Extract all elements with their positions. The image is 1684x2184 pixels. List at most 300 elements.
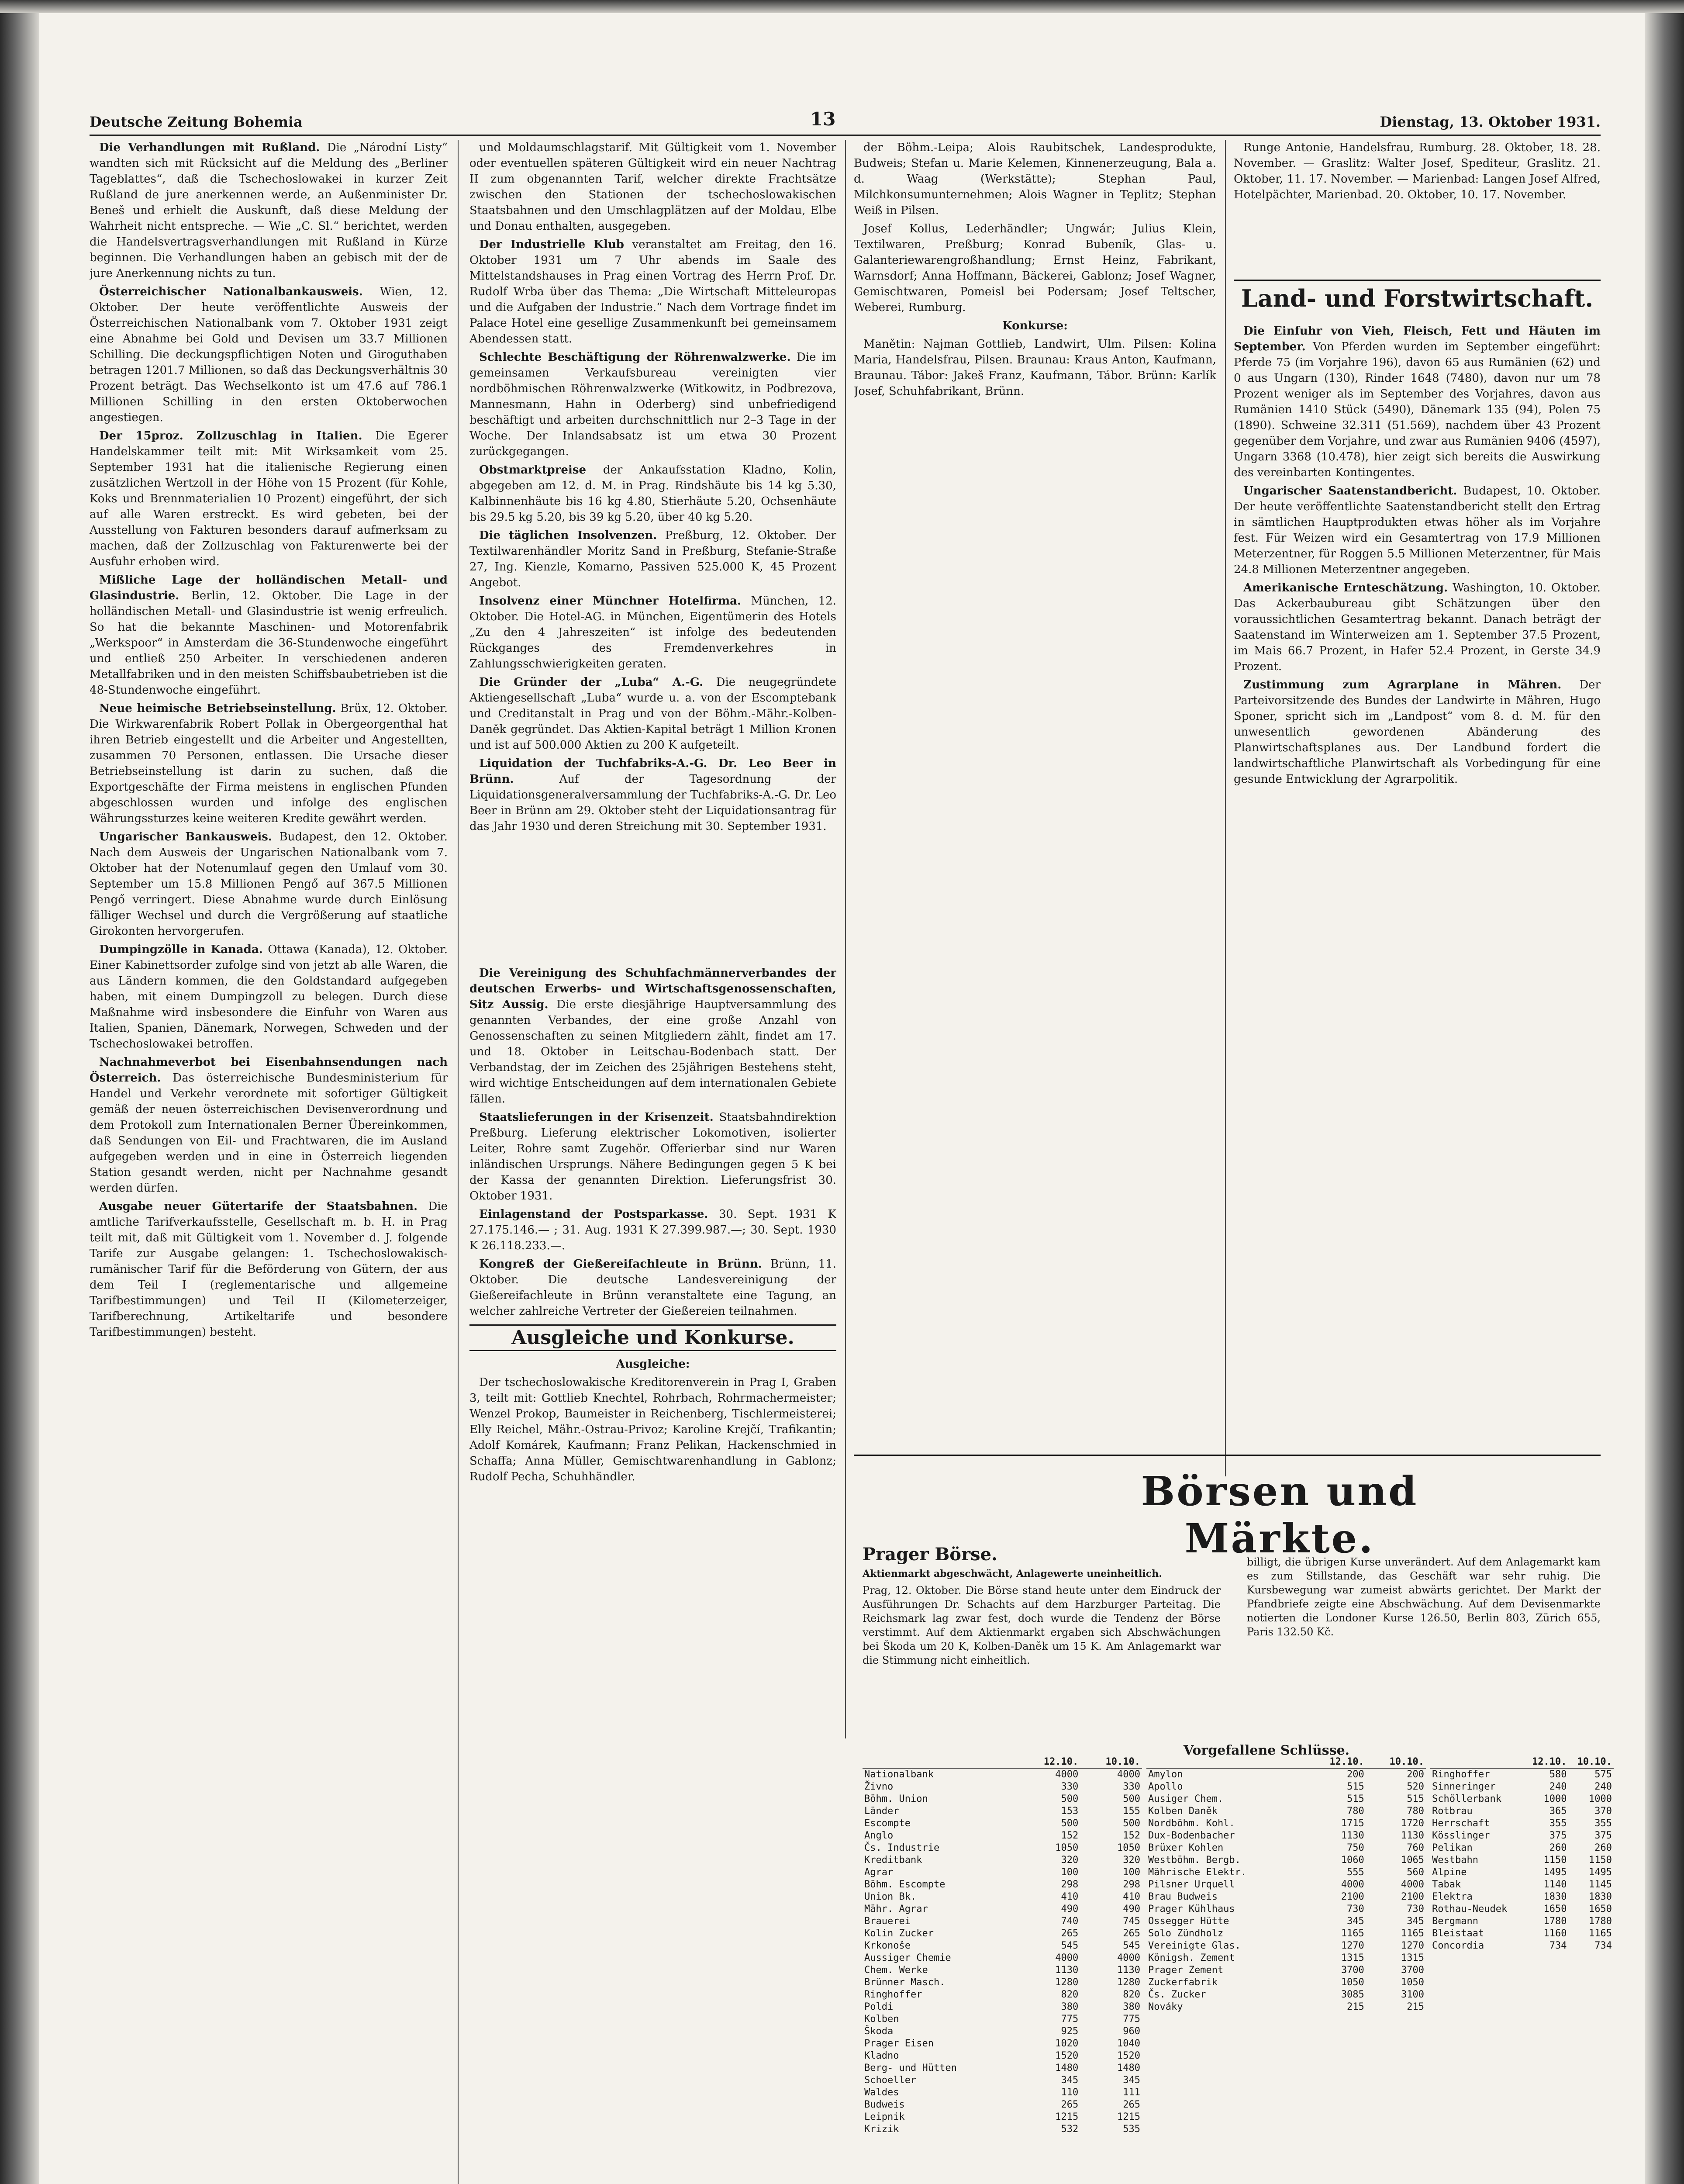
- stock-name: Vereinigte Glas.: [1148, 1940, 1241, 1951]
- article-body: veranstaltet am Freitag, den 16. Oktober 1931 um 7 Uhr abends im Saale des Mittelstandshauses in Prag einen Vortrag des Herrn Prof. Dr. Rudolf Wrba über das Thema: „Die Wirtschaft Mitteleuropas und die Aufgaben der Industrie.“ Nach dem Vortrage findet im Palace Hotel eine gesellige Zusammenkunft bei gemeinsamem Abendessen statt.: [469, 238, 836, 346]
- table-row: [1430, 1830, 1614, 1842]
- stock-price: 1650: [1543, 1904, 1567, 1914]
- stock-name: Brünner Masch.: [864, 1977, 946, 1988]
- stock-name: Westböhm. Bergb.: [1148, 1855, 1241, 1866]
- stock-name: Prager Eisen: [864, 2038, 934, 2049]
- stock-price: 370: [1594, 1806, 1612, 1817]
- article-title: Ungarischer Bankausweis.: [99, 830, 272, 843]
- stock-price: 1280: [1117, 1977, 1140, 1988]
- article-body: Die im gemeinsamen Verkaufsbureau vereinigten vier nordböhmischen Röhrenwalzwerke (Witkowitz, in Podbrezova, Mannesmann, Hahn in Oderberg) sind unbefriedigend beschäftigt und arbeiten durchschnittlich nur 2–3 Tage in der Woche. Der Inlandsabsatz ist um etwa 30 Prozent zurückgegangen.: [469, 351, 836, 458]
- newspaper-title: Deutsche Zeitung Bohemia: [90, 114, 303, 130]
- stock-name: Pilsner Urquell: [1148, 1879, 1235, 1890]
- table-row: [1430, 1891, 1614, 1903]
- stock-name: Krkonoše: [864, 1940, 911, 1951]
- article-body: Josef Kollus, Lederhändler; Ungwár; Julius Klein, Textilwaren, Preßburg; Konrad Bubeník, Glas- u. Galanteriewarengroßhandlung; Ernst Heinz, Fabrikant, Warnsdorf; Anna Hoffmann, Bäckerei, Gablonz; Josef Wagner, Gemischtwaren, Pomeisl bei Podersam; Josef Teltscher, Weberei, Rumburg.: [854, 222, 1216, 314]
- stock-price: 730: [1347, 1904, 1364, 1914]
- stock-name: Concordia: [1432, 1940, 1484, 1951]
- stock-price: 545: [1061, 1940, 1079, 1951]
- table-row: [1146, 1891, 1426, 1903]
- column-1: [90, 140, 448, 2149]
- prague-boerse-subtitle: Aktienmarkt abgeschwächt, Anlagewerte uneinheitlich.: [863, 1568, 1162, 1579]
- prague-boerse-title: Prager Börse.: [863, 1544, 997, 1565]
- article-body: der Böhm.-Leipa; Alois Raubitschek, Landesprodukte, Budweis; Stefan u. Marie Kelemen, Kinnenerzeugung, Bala a. d. Waag (Werkstätte); Stephan Paul, Milchkonsumunternehmen; Alois Wagner in Teplitz; Stephan Weiß in Pilsen.: [854, 141, 1216, 217]
- stock-price: 520: [1407, 1781, 1424, 1792]
- stock-price: 1480: [1055, 2063, 1079, 2073]
- stock-price: 925: [1061, 2026, 1079, 2037]
- stock-price: 3100: [1401, 1989, 1424, 2000]
- stock-price: 4000: [1341, 1879, 1364, 1890]
- article-body: Der tschechoslowakische Kreditorenverein in Prag I, Graben 3, teilt mit: Gottlieb Knechtel, Rohrbach, Rohrmachermeister; Wenzel Prokop, Baumeister in Reichenberg, Tischlermeisterei; Elly Reichel, Mähr.-Ostrau-Privoz; Karoline Krejčí, Trafikantin; Adolf Komárek, Kaufmann; Franz Pelikan, Hackenschmied in Schaffa; Anna Müller, Gemischtwarenhandlung in Gablonz; Rudolf Pecha, Schuhhändler.: [469, 1376, 836, 1483]
- column-3: [854, 140, 1216, 1433]
- stock-price: 730: [1407, 1904, 1424, 1914]
- table-row: [1430, 1781, 1614, 1793]
- table-row: [1146, 1977, 1426, 1989]
- stock-price: 734: [1549, 1940, 1567, 1951]
- stock-name: Brauerei: [864, 1916, 911, 1927]
- article-body: und Moldaumschlagstarif. Mit Gültigkeit vom 1. November oder eventuellen späteren Gültigkeit wird ein neuer Nachtrag II zum obgenannten Tarif, welcher direkte Frachtsätze zwischen den Stationen der tschechoslowakischen Staatsbahnen und den Umschlagplätzen auf der Moldau, Elbe und Donau enthalten, ausgegeben.: [469, 141, 836, 233]
- stock-name: Böhm. Escompte: [864, 1879, 946, 1890]
- stock-price: 1000: [1589, 1794, 1612, 1804]
- stock-name: Brüxer Kohlen: [1148, 1842, 1224, 1853]
- stock-price: 110: [1061, 2087, 1079, 2098]
- stock-price: 298: [1061, 1879, 1079, 1890]
- stock-price: 1040: [1117, 2038, 1140, 2049]
- stock-price: 745: [1123, 1916, 1140, 1927]
- scan-edge-top: [0, 0, 1684, 13]
- col-header: [1430, 1756, 1523, 1769]
- table-row: [1146, 1781, 1426, 1793]
- stock-price: 4000: [1055, 1952, 1079, 1963]
- article-title: Konkurse:: [1002, 319, 1068, 332]
- stock-price: 200: [1407, 1769, 1424, 1780]
- table-row: [863, 2001, 1142, 2013]
- table-row: [1146, 1903, 1426, 1915]
- column-2-lower: [469, 965, 836, 1821]
- stock-price: 1495: [1543, 1867, 1567, 1878]
- stock-price: 4000: [1117, 1769, 1140, 1780]
- stock-price: 355: [1594, 1818, 1612, 1829]
- column-4-top: [1234, 140, 1601, 271]
- stock-price: 4000: [1401, 1879, 1424, 1890]
- stock-price: 345: [1347, 1916, 1364, 1927]
- column-divider: [845, 140, 846, 1738]
- stock-name: Union Bk.: [864, 1891, 917, 1902]
- stock-price: 1315: [1401, 1952, 1424, 1963]
- article-body: Die erste diesjährige Hauptversammlung des genannten Verbandes, der eine große Anzahl von Genossenschaften zu seinen Mitgliedern zählt, findet am 17. und 18. Oktober in Leitschau-Bodenbach statt. Der Verbandstag, der im Zeichen des 25jährigen Bestehens steht, wird wichtige Entscheidungen auf dem internationalen Gebiete fällen.: [469, 998, 836, 1106]
- stock-name: Prager Zement: [1148, 1965, 1224, 1976]
- table-row: [1430, 1818, 1614, 1830]
- col-header: [1146, 1756, 1306, 1769]
- table-row: [1430, 1866, 1614, 1879]
- page-number: 13: [810, 108, 836, 130]
- table-row: [1146, 1879, 1426, 1891]
- table-row: [1430, 1879, 1614, 1891]
- stock-price: 4000: [1117, 1952, 1140, 1963]
- stock-price: 3700: [1341, 1965, 1364, 1976]
- table-row: [863, 1964, 1142, 1977]
- stock-price: 4000: [1055, 1769, 1079, 1780]
- stock-name: Ausiger Chem.: [1148, 1794, 1224, 1804]
- stock-name: Nordböhm. Kohl.: [1148, 1818, 1235, 1829]
- stock-name: Krizik: [864, 2124, 899, 2135]
- column-divider: [458, 140, 459, 2184]
- stock-price: 1150: [1543, 1855, 1567, 1866]
- table-row: [1430, 1854, 1614, 1866]
- table-row: [1430, 1805, 1614, 1818]
- page-header: [90, 108, 1601, 130]
- stock-price: 500: [1123, 1794, 1140, 1804]
- stock-price: 2100: [1401, 1891, 1424, 1902]
- stock-price: 260: [1549, 1842, 1567, 1853]
- stock-name: Aussiger Chemie: [864, 1952, 951, 1963]
- article-title: Amerikanische Ernteschätzung.: [1243, 581, 1448, 594]
- stock-name: Prager Kühlhaus: [1148, 1904, 1235, 1914]
- stock-price: 265: [1061, 1928, 1079, 1939]
- stock-name: Waldes: [864, 2087, 899, 2098]
- stock-price: 1830: [1543, 1891, 1567, 1902]
- stock-price: 3700: [1401, 1965, 1424, 1976]
- article-title: Dumpingzölle in Kanada.: [99, 943, 263, 956]
- stock-name: Alpine: [1432, 1867, 1467, 1878]
- stock-price: 1145: [1589, 1879, 1612, 1890]
- stock-price: 380: [1061, 2001, 1079, 2012]
- stock-price: 535: [1123, 2124, 1140, 2135]
- table-row: [863, 1915, 1142, 1928]
- article-title: Österreichischer Nationalbankausweis.: [99, 285, 363, 298]
- article-title: Ausgabe neuer Gütertarife der Staatsbahnen.: [99, 1200, 418, 1213]
- stock-name: Rothau-Neudek: [1432, 1904, 1508, 1914]
- article-title: Staatslieferungen in der Krisenzeit.: [479, 1111, 714, 1124]
- stock-name: Nationalbank: [864, 1769, 934, 1780]
- header-rule: [90, 135, 1601, 136]
- article-title: Der Industrielle Klub: [479, 238, 624, 251]
- table-row: [1430, 1928, 1614, 1940]
- stock-name: Mähr. Agrar: [864, 1904, 928, 1914]
- section-heading-boerse: Börsen und Märkte.: [1141, 1468, 1418, 1562]
- table-row: [1146, 1928, 1426, 1940]
- table-row: [863, 1940, 1142, 1952]
- boerse-rule: [854, 1455, 1601, 1456]
- table-row: [863, 1830, 1142, 1842]
- stock-price: 1780: [1589, 1916, 1612, 1927]
- stock-price: 1270: [1341, 1940, 1364, 1951]
- stock-name: Kolben: [864, 2014, 899, 2025]
- table-row: [863, 1928, 1142, 1940]
- stock-price: 1165: [1341, 1928, 1364, 1939]
- table-row: [1146, 1793, 1426, 1805]
- stock-price: 775: [1061, 2014, 1079, 2025]
- table-row: [863, 2050, 1142, 2062]
- stock-price: 820: [1123, 1989, 1140, 2000]
- stock-price: 298: [1123, 1879, 1140, 1890]
- stock-price: 515: [1407, 1794, 1424, 1804]
- stock-name: Čs. Zucker: [1148, 1989, 1206, 2000]
- table-row: [1430, 1915, 1614, 1928]
- article-body: Budapest, den 12. Oktober. Nach dem Ausweis der Ungarischen Nationalbank vom 7. Oktober hat der Notenumlauf gegen den Umlauf vom 30. September um 15.8 Millionen Pengő auf 367.5 Millionen Pengő verringert. Diese Abnahme wurde durch Einlösung fälliger Wechsel und durch die Vergrößerung auf staatliche Girokonten hervorgerufen.: [90, 830, 448, 938]
- col-header: 12.10.: [1523, 1756, 1568, 1769]
- article-title: Zustimmung zum Agrarplane in Mähren.: [1243, 678, 1562, 691]
- col-header: 10.10.: [1080, 1756, 1142, 1769]
- article-body: Der Parteivorsitzende des Bundes der Landwirte in Mähren, Hugo Sponer, spricht sich im „Landpost“ vom 8. d. M. für den unwesentlich gewordenen Abänderung des Planwirtschaftsplanes aus. Der Landbund fordert die landwirtschaftliche Planwirtschaft als Vorbedingung für eine gesunde Entwicklung der Agrarpolitik.: [1234, 678, 1601, 786]
- column-4: [1234, 323, 1601, 1450]
- article-body: Manětin: Najman Gottlieb, Landwirt, Ulm. Pilsen: Kolina Maria, Handelsfrau, Pilsen. Braunau: Kraus Anton, Kaufmann, Braunau. Tábor: Jakeš Franz, Kaufmann, Tábor. Brünn: Karlík Josef, Schuhfabrikant, Brünn.: [854, 338, 1216, 398]
- stock-price: 1495: [1589, 1867, 1612, 1878]
- table-row: [1146, 2001, 1426, 2013]
- table-row: [1146, 1854, 1426, 1866]
- stock-price: 375: [1594, 1830, 1612, 1841]
- stock-price: 375: [1549, 1830, 1567, 1841]
- stock-price: 1050: [1117, 1842, 1140, 1853]
- subheading-ausgleiche: Ausgleiche:: [616, 1358, 690, 1371]
- stock-price: 1140: [1543, 1879, 1567, 1890]
- stock-price: 1715: [1341, 1818, 1364, 1829]
- stock-price: 265: [1123, 2099, 1140, 2110]
- stock-name: Agrar: [864, 1867, 894, 1878]
- stock-price: 365: [1549, 1806, 1567, 1817]
- stock-name: Kreditbank: [864, 1855, 922, 1866]
- stock-price: 200: [1347, 1769, 1364, 1780]
- stock-price: 152: [1123, 1830, 1140, 1841]
- article-body: Auf der Tagesordnung der Liquidationsgeneralversammlung der Tuchfabriks-A.-G. Dr. Leo Beer in Brünn am 29. Oktober steht der Liquidationsantrag für das Jahr 1930 und deren Streichung mit 30. September 1931.: [469, 773, 836, 833]
- table-row: [863, 2099, 1142, 2111]
- stock-price: 490: [1061, 1904, 1079, 1914]
- stock-name: Kladno: [864, 2050, 899, 2061]
- stock-price: 1130: [1401, 1830, 1424, 1841]
- stock-name: Schöllerbank: [1432, 1794, 1501, 1804]
- stock-price: 410: [1061, 1891, 1079, 1902]
- table-row: [863, 1793, 1142, 1805]
- table-row: [863, 1818, 1142, 1830]
- stock-price: 740: [1061, 1916, 1079, 1927]
- stock-price: 380: [1123, 2001, 1140, 2012]
- article-title: Die Einfuhr von Vieh, Fleisch, Fett und Häuten im September.: [1234, 325, 1601, 353]
- article-title: Ungarischer Saatenstandbericht.: [1243, 484, 1457, 498]
- stock-price: 1130: [1055, 1965, 1079, 1976]
- stock-price: 555: [1347, 1867, 1364, 1878]
- stock-price: 1830: [1589, 1891, 1612, 1902]
- table-row: [863, 1952, 1142, 1964]
- stock-price: 545: [1123, 1940, 1140, 1951]
- stock-price: 780: [1347, 1806, 1364, 1817]
- stock-price: 100: [1123, 1867, 1140, 1878]
- table-row: [1146, 1940, 1426, 1952]
- table-row: [1146, 1989, 1426, 2001]
- article-body: Berlin, 12. Oktober. Die Lage in der holländischen Metall- und Glasindustrie ist wenig erfreulich. So hat die bekannte Maschinen- und Motorenfabrik „Werkspoor“ in Amsterdam die 36-Stundenwoche eingeführt und entließ 250 Arbeiter. In verschiedenen anderen Metallfabriken und in den meisten Schiffsbaubetrieben ist die 48-Stundenwoche eingeführt.: [90, 589, 448, 697]
- stock-price: 960: [1123, 2026, 1140, 2037]
- col-header: 12.10.: [1306, 1756, 1366, 1769]
- col-header: [863, 1756, 1018, 1769]
- article-body: der Ankaufsstation Kladno, Kolin, abgegeben am 12. d. M. in Prag. Rindshäute bis 14 kg 5.30, Kalbinnenhäute bis 16 kg 4.80, Stierhäute 5.20, Ochsenhäute bis 29.5 kg 5.20, bis 39 kg 5.20, über 40 kg 5.20.: [469, 463, 836, 524]
- table-row: [1430, 1903, 1614, 1915]
- section-heading-ausgleiche: Ausgleiche und Konkurse.: [469, 1324, 836, 1351]
- stock-name: Nováky: [1148, 2001, 1183, 2012]
- table-row: [1146, 1915, 1426, 1928]
- stock-price: 500: [1123, 1818, 1140, 1829]
- stock-price: 330: [1061, 1781, 1079, 1792]
- article-body: Das österreichische Bundesministerium für Handel und Verkehr verordnete mit sofortiger Gültigkeit gemäß der neuen österreichischen Devisenverordnung und dem Protokoll zum Internationalen Berner Übereinkommen, daß Sendungen von Eil- und Frachtwaren, die im Ausland aufgegeben werden und in eine in Österreich liegenden Station gesandt werden, nicht per Nachnahme gesandt werden dürfen.: [90, 1071, 448, 1195]
- table-title: Vorgefallene Schlüsse.: [1183, 1743, 1350, 1758]
- stock-price: 345: [1061, 2075, 1079, 2086]
- stock-price: 515: [1347, 1794, 1364, 1804]
- stock-price: 1130: [1117, 1965, 1140, 1976]
- stock-name: Brau Budweis: [1148, 1891, 1218, 1902]
- stock-name: Ossegger Hütte: [1148, 1916, 1229, 1927]
- stock-price: 320: [1123, 1855, 1140, 1866]
- stock-name: Zuckerfabrik: [1148, 1977, 1218, 1988]
- stock-name: Kolben Daněk: [1148, 1806, 1218, 1817]
- stock-price: 1165: [1589, 1928, 1612, 1939]
- stock-name: Anglo: [864, 1830, 894, 1841]
- stock-price: 760: [1407, 1842, 1424, 1853]
- stock-name: Escompte: [864, 1818, 911, 1829]
- table-row: [1430, 1842, 1614, 1854]
- stock-price: 1270: [1401, 1940, 1424, 1951]
- article-title: Obstmarktpreise: [479, 463, 587, 477]
- stock-name: Elektra: [1432, 1891, 1473, 1902]
- scan-edge-left: [0, 0, 39, 2184]
- stock-table-1: [863, 1756, 1142, 2184]
- col-header: 10.10.: [1569, 1756, 1614, 1769]
- stock-name: Čs. Industrie: [864, 1842, 940, 1853]
- stock-name: Tabak: [1432, 1879, 1461, 1890]
- stock-price: 575: [1594, 1769, 1612, 1780]
- stock-price: 1050: [1401, 1977, 1424, 1988]
- stock-price: 345: [1407, 1916, 1424, 1927]
- table-row: [1146, 1769, 1426, 1781]
- stock-name: Poldi: [864, 2001, 894, 2012]
- stock-price: 780: [1407, 1806, 1424, 1817]
- article-title: Mißliche Lage der holländischen Metall- und Glasindustrie.: [90, 574, 448, 602]
- stock-name: Škoda: [864, 2026, 894, 2037]
- stock-price: 3085: [1341, 1989, 1364, 2000]
- stock-name: Kösslinger: [1432, 1830, 1490, 1841]
- stock-name: Ringhoffer: [864, 1989, 922, 2000]
- stock-name: Budweis: [864, 2099, 905, 2110]
- article-title: Neue heimische Betriebseinstellung.: [99, 702, 336, 715]
- article-body: Die Egerer Handelskammer teilt mit: Mit Wirksamkeit vom 25. September 1931 hat die italienische Regierung einen zusätzlichen Wertzoll in der Höhe von 15 Prozent (für Kohle, Koks und Brennmaterialien 10 Prozent) eingeführt, der sich auf alle Waren erstreckt. Es wird gebeten, bei der Ausstellung von Fakturen besonders darauf aufmerksam zu machen, daß der Zollzuschlag von Fakturenwerte bei der Ausfuhr erhoben wird.: [90, 429, 448, 568]
- stock-price: 265: [1123, 1928, 1140, 1939]
- stock-name: Apollo: [1148, 1781, 1183, 1792]
- table-row: [863, 2074, 1142, 2087]
- article-title: Insolvenz einer Münchner Hotelfirma.: [479, 594, 742, 608]
- stock-price: 240: [1594, 1781, 1612, 1792]
- stock-name: Živno: [864, 1781, 894, 1792]
- stock-price: 1520: [1055, 2050, 1079, 2061]
- stock-price: 1020: [1055, 2038, 1079, 2049]
- stock-price: 1215: [1055, 2111, 1079, 2122]
- stock-name: Bleistaat: [1432, 1928, 1484, 1939]
- stock-price: 215: [1407, 2001, 1424, 2012]
- table-row: [863, 1781, 1142, 1793]
- article-body: Brünn, 11. Oktober. Die deutsche Landesvereinigung der Gießereifachleute in Brünn veranstaltete eine Tagung, an welcher zahlreiche Vertreter der Gießereien teilnahmen.: [469, 1258, 836, 1318]
- stock-price: 775: [1123, 2014, 1140, 2025]
- article-body: Budapest, 10. Oktober. Der heute veröffentlichte Saatenstandbericht stellt den Ertrag in sämtlichen Hauptprodukten etwas höher als im Vorjahre fest. Für Weizen wird ein Gesamtertrag von 17.9 Millionen Meterzentner, für Roggen 5.5 Millionen Meterzentner, für Mais 24.8 Millionen Meterzentner angegeben.: [1234, 484, 1601, 576]
- article-body: Runge Antonie, Handelsfrau, Rumburg. 28. Oktober, 18. 28. November. — Graslitz: Walter Josef, Spediteur, Graslitz. 21. Oktober, 11. 17. November. — Marienbad: Langen Josef Alfred, Hotelpächter, Marienbad. 20. Oktober, 10. 17. November.: [1234, 141, 1601, 201]
- table-row: [863, 1805, 1142, 1818]
- table-row: [863, 2013, 1142, 2025]
- stock-name: Pelikan: [1432, 1842, 1473, 1853]
- stock-price: 515: [1347, 1781, 1364, 1792]
- stock-price: 1315: [1341, 1952, 1364, 1963]
- article-body: Washington, 10. Oktober. Das Ackerbaubureau gibt Schätzungen über den voraussichtlichen Gesamtertrag bekannt. Danach beträgt der Saatenstand im Winterweizen am 1. September 37.5 Prozent, im Mais 66.7 Prozent, in Hafer 52.4 Prozent, in Gerste 34.9 Prozent.: [1234, 581, 1601, 673]
- col-header: 10.10.: [1366, 1756, 1426, 1769]
- table-row: [863, 2062, 1142, 2074]
- table-row: [863, 2087, 1142, 2099]
- stock-name: Mährische Elektr.: [1148, 1867, 1247, 1878]
- column-divider: [1225, 140, 1226, 1476]
- article-body: München, 12. Oktober. Die Hotel-AG. in München, Eigentümerin des Hotels „Zu den 4 Jahreszeiten“ ist infolge des bedeutenden Rückganges des Fremdenverkehres in Zahlungsschwierigkeiten geraten.: [469, 594, 836, 670]
- stock-name: Bergmann: [1432, 1916, 1478, 1927]
- stock-price: 532: [1061, 2124, 1079, 2135]
- stock-price: 1165: [1401, 1928, 1424, 1939]
- stock-table-2: [1146, 1756, 1426, 2184]
- table-row: [1430, 1793, 1614, 1805]
- stock-name: Westbahn: [1432, 1855, 1478, 1866]
- stock-name: Länder: [864, 1806, 899, 1817]
- stock-price: 330: [1123, 1781, 1140, 1792]
- table-row: [863, 1842, 1142, 1854]
- article-title: Schlechte Beschäftigung der Röhrenwalzwerke.: [479, 351, 791, 364]
- table-row: [863, 1977, 1142, 1989]
- table-row: [863, 1854, 1142, 1866]
- stock-name: Berg- und Hütten: [864, 2063, 957, 2073]
- table-row: [863, 2123, 1142, 2136]
- table-row: [1146, 1964, 1426, 1977]
- article-body: Die amtliche Tarifverkaufsstelle, Gesellschaft m. b. H. in Prag teilt mit, daß mit Gültigkeit vom 1. November d. J. folgende Tarife zur Ausgabe gelangen: 1. Tschechoslowakisch-rumänischer Tarif für die Beförderung von Gütern, der aus dem Teil I (reglementarische und allgemeine Tarifbestimmungen) und Teil II (Kilometerzeiger, Tarifberechnung, Artikeltarife und besondere Tarifbestimmungen) besteht.: [90, 1200, 448, 1339]
- stock-name: Schoeller: [864, 2075, 917, 2086]
- article-title: Die täglichen Insolvenzen.: [479, 529, 657, 542]
- stock-name: Böhm. Union: [864, 1794, 928, 1804]
- stock-price: 410: [1123, 1891, 1140, 1902]
- col-header: 12.10.: [1018, 1756, 1080, 1769]
- article-body: Preßburg, 12. Oktober. Der Textilwarenhändler Moritz Sand in Preßburg, Stefanie-Straße 27, Ing. Kienzle, Komarno, Passiven 525.000 K, 45 Prozent Angebot.: [469, 529, 836, 589]
- stock-name: Sinneringer: [1432, 1781, 1496, 1792]
- stock-name: Ringhoffer: [1432, 1769, 1490, 1780]
- article-body: Staatsbahndirektion Preßburg. Lieferung elektrischer Lokomotiven, isolierter Leiter, Rohre samt Zugehör. Offerierbar sind nur Waren inländischen Ursprungs. Nähere Bedingungen gegen 5 K bei der Kassa der genannten Direktion. Lieferungsfrist 30. Oktober 1931.: [469, 1111, 836, 1203]
- stock-price: 345: [1123, 2075, 1140, 2086]
- stock-table-3: [1430, 1756, 1614, 2184]
- stock-price: 1160: [1543, 1928, 1567, 1939]
- table-row: [1146, 1952, 1426, 1964]
- table-row: [1430, 1769, 1614, 1781]
- stock-price: 1280: [1055, 1977, 1079, 1988]
- article-title: Die Verhandlungen mit Rußland.: [99, 141, 320, 154]
- stock-price: 1065: [1401, 1855, 1424, 1866]
- article-body: Die „Národní Listy“ wandten sich mit Rücksicht auf die Meldung des „Berliner Tageblattes“, daß die Tschechoslowakei in kurzer Zeit Rußland de jure anerkennen werde, an Außenminister Dr. Beneš und erhielt die Auskunft, daß diese Meldung der Wahrheit nicht entspreche. — Wie „C. Sl.“ berichtet, werden die Handelsvertragsverhandlungen mit Rußland in Kürze beginnen. Die Verhandlungen haben an gebisch mit der de jure Anerkennung nichts zu tun.: [90, 141, 448, 280]
- scan-edge-right: [1645, 0, 1684, 2184]
- stock-price: 265: [1061, 2099, 1079, 2110]
- stock-price: 1480: [1117, 2063, 1140, 2073]
- stock-price: 750: [1347, 1842, 1364, 1853]
- stock-price: 1000: [1543, 1794, 1567, 1804]
- stock-price: 1650: [1589, 1904, 1612, 1914]
- stock-price: 155: [1123, 1806, 1140, 1817]
- stock-price: 1780: [1543, 1916, 1567, 1927]
- stock-price: 260: [1594, 1842, 1612, 1853]
- stock-name: Königsh. Zement: [1148, 1952, 1235, 1963]
- stock-price: 111: [1123, 2087, 1140, 2098]
- section-heading-land: Land- und Forstwirtschaft.: [1234, 280, 1601, 315]
- stock-price: 1060: [1341, 1855, 1364, 1866]
- stock-name: Dux-Bodenbacher: [1148, 1830, 1235, 1841]
- stock-name: Chem. Werke: [864, 1965, 928, 1976]
- stock-price: 500: [1061, 1818, 1079, 1829]
- article-title: Nachnahmeverbot bei Eisenbahnsendungen nach Österreich.: [90, 1056, 448, 1085]
- stock-price: 820: [1061, 1989, 1079, 2000]
- table-row: [863, 1769, 1142, 1781]
- article-title: Kongreß der Gießereifachleute in Brünn.: [479, 1258, 762, 1271]
- article-title: Liquidation der Tuchfabriks-A.-G. Dr. Leo Beer in Brünn.: [469, 757, 836, 786]
